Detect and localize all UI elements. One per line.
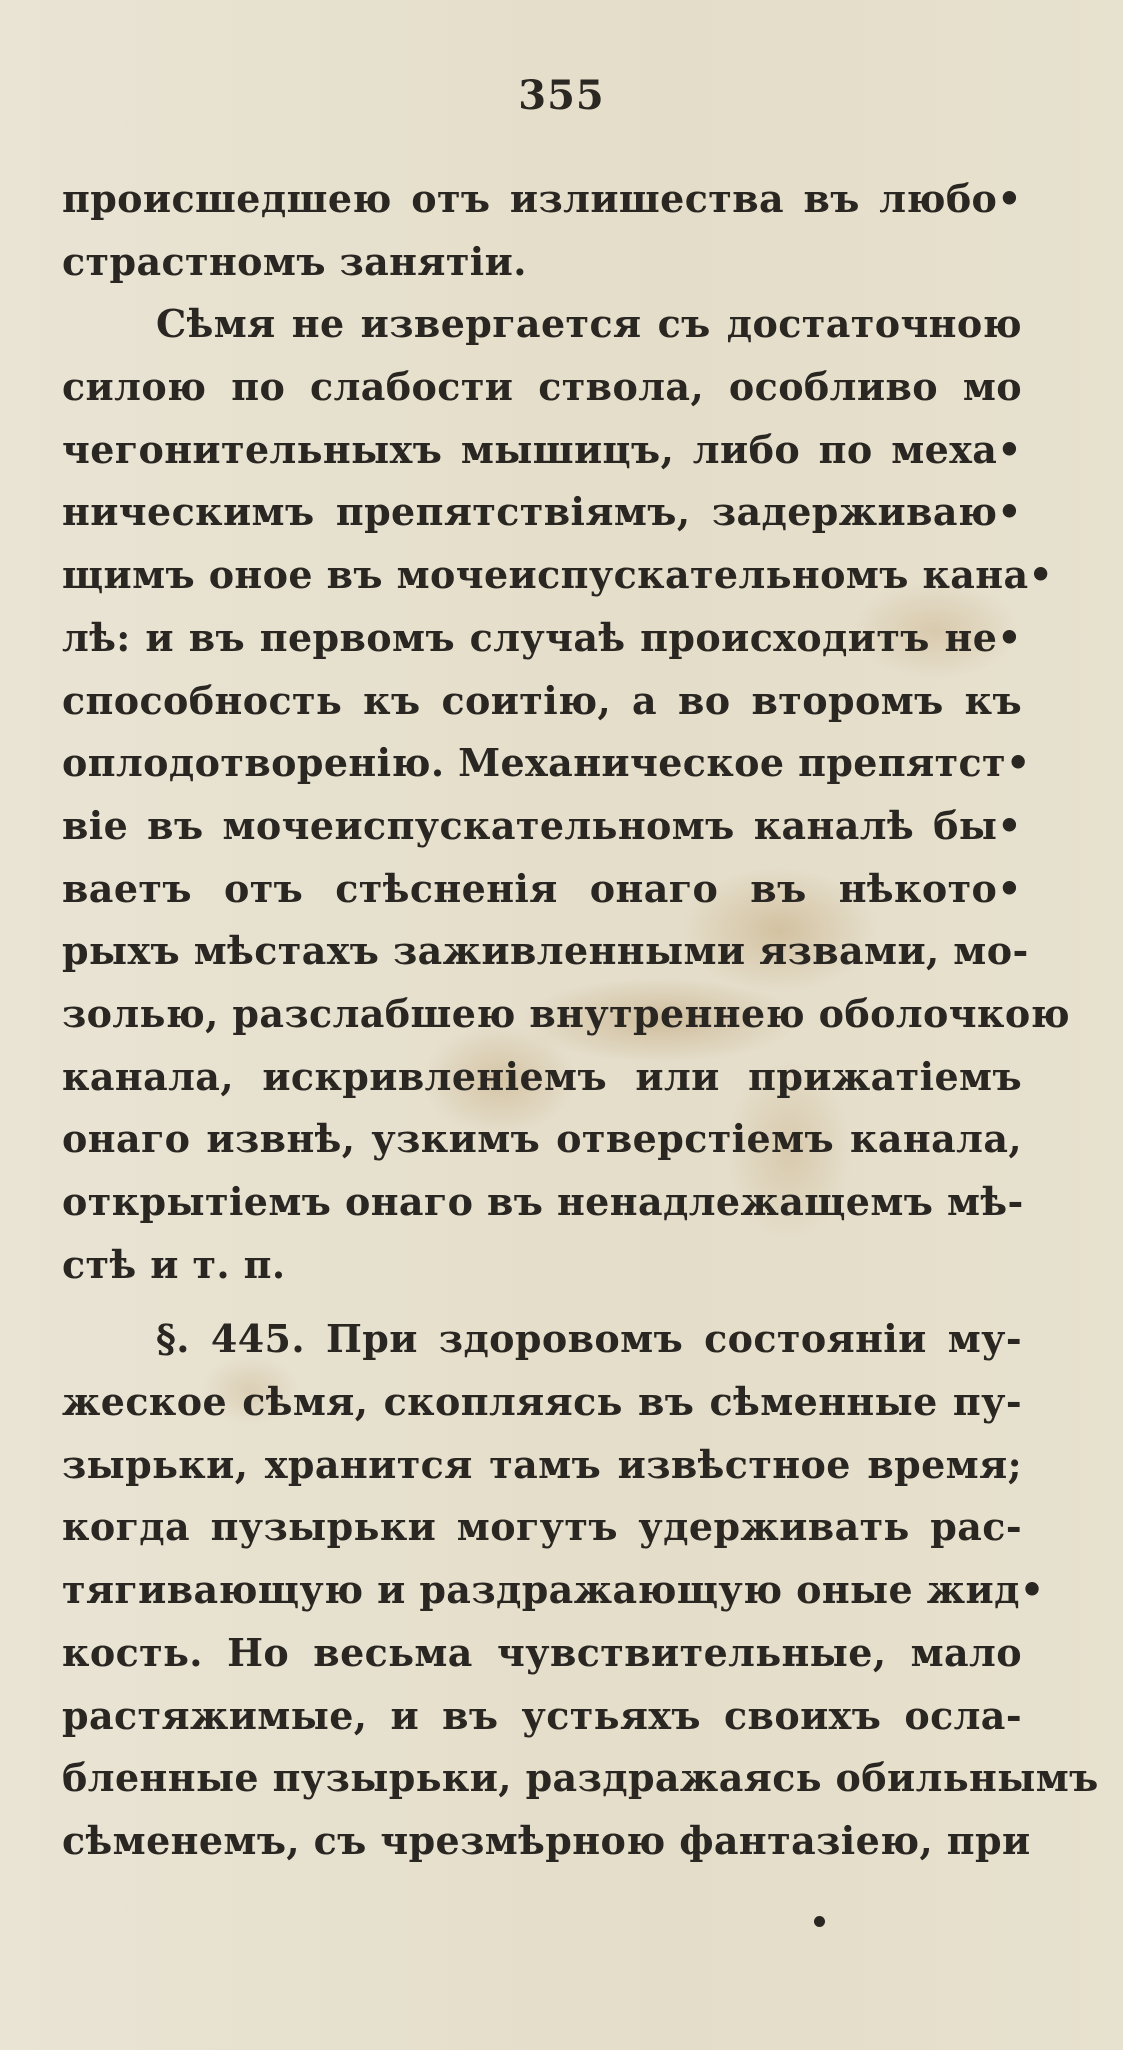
paragraph xyxy=(62,168,1022,293)
text-line: бленные пузырьки, раздражаясь обильнымъ xyxy=(62,1755,1099,1801)
text-line: жеское сѣмя, скопляясь въ сѣменные пу- xyxy=(62,1379,1022,1425)
text-line: способность къ соитію, а во второмъ къ xyxy=(62,677,1022,723)
text-line: золью, разслабшею внутреннею оболочкою xyxy=(62,990,1070,1036)
text-line: оплодотворенію. Механическое препятст• xyxy=(62,740,1031,786)
text-line: тягивающую и раздражающую оные жид• xyxy=(62,1567,1045,1613)
ink-dot xyxy=(814,1916,825,1927)
text-line: щимъ оное въ мочеиспускательномъ кана• xyxy=(62,552,1054,598)
text-line: кость. Но весьма чувствительные, мало xyxy=(62,1629,1022,1675)
text-line: Сѣмя не извергается съ достаточною xyxy=(156,301,1022,347)
text-line: лѣ: и въ первомъ случаѣ происходитъ не• xyxy=(62,614,1022,660)
text-line: зырьки, хранится тамъ извѣстное время; xyxy=(62,1441,1022,1487)
text-line: ваетъ отъ стѣсненія онаго въ нѣкото• xyxy=(62,865,1022,911)
text-line: чегонительныхъ мышицъ, либо по меха• xyxy=(62,426,1022,472)
text-line: стѣ и т. п. xyxy=(62,1241,286,1287)
page-text xyxy=(62,168,1099,1873)
text-line: силою по слабости ствола, особливо мо xyxy=(62,364,1022,410)
text-line: страстномъ занятіи. xyxy=(62,238,527,284)
text-line: §. 445. При здоровомъ состояніи му- xyxy=(156,1316,1022,1362)
text-line: растяжимые, и въ устьяхъ своихъ осла- xyxy=(62,1692,1022,1738)
text-line: ническимъ препятствіямъ, задерживаю• xyxy=(62,489,1022,535)
paragraph xyxy=(62,1308,1099,1872)
text-line: рыхъ мѣстахъ заживленными язвами, мо- xyxy=(62,928,1029,974)
text-line: происшедшею отъ излишества въ любо• xyxy=(62,176,1022,221)
text-line: открытіемъ онаго въ ненадлежащемъ мѣ- xyxy=(62,1179,1024,1224)
page-number: 355 xyxy=(518,72,605,119)
text-line: когда пузырьки могутъ удерживать рас- xyxy=(62,1504,1022,1550)
text-line: онаго извнѣ, узкимъ отверстіемъ канала, xyxy=(62,1116,1022,1162)
text-line: канала, искривленіемъ или прижатіемъ xyxy=(62,1053,1022,1099)
paragraph-gap xyxy=(62,1296,1022,1308)
text-line: віе въ мочеиспускательномъ каналѣ бы• xyxy=(62,802,1022,848)
paragraph xyxy=(62,293,1070,1296)
text-line: сѣменемъ, съ чрезмѣрною фантазіею, при xyxy=(62,1817,1031,1863)
